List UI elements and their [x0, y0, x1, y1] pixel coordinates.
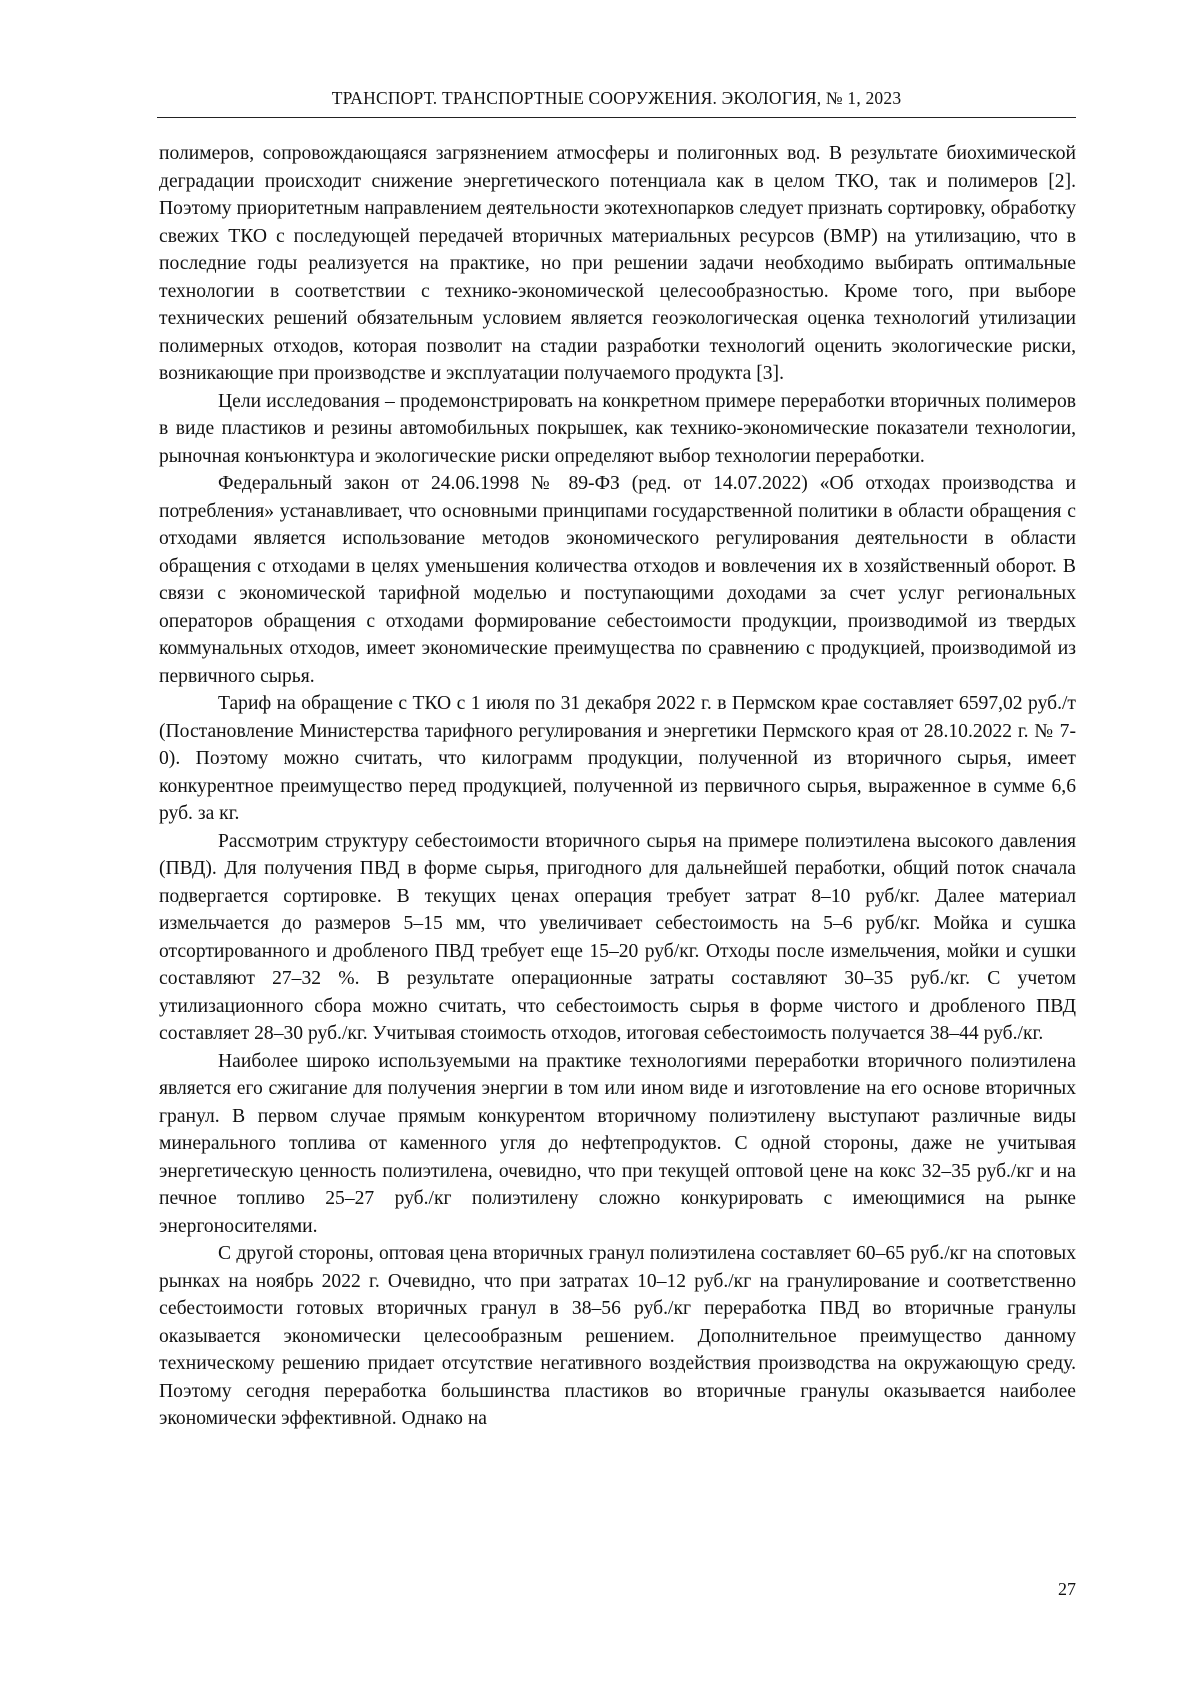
article-body: [159, 140, 1076, 1433]
paragraph-granules: С другой стороны, оптовая цена вторичных гранул полиэтилена составляет 60–65 руб./кг на спотовых рынках на ноябрь 2022 г. Очевидно, что при затратах 10–12 руб./кг на гранулиро­вание и соответственно себестоимости готовых вторичных гранул в 38–56 руб./кг переработка ПВД во вторичные гранулы оказывается экономически целесообразным решением. Дополни­тельное преимущество данному техническому решению придает отсутствие негативного воз­действия производства на окружающую среду. Поэтому сегодня переработка большинства пла­стиков во вторичные гранулы оказывается наиболее экономически эффективной. Однако на: [159, 1240, 1076, 1433]
page-number: 27: [1058, 1578, 1076, 1600]
paragraph-research-goals: Цели исследования – продемонстрировать на конкретном примере переработки вторич­ных полимеров в виде пластиков и резины автомобильных покрышек, как технико-экономические показатели технологии, рыночная конъюнктура и экологические риски опреде­ляют выбор технологии переработки.: [159, 388, 1076, 471]
journal-page: [0, 0, 1200, 1698]
paragraph-cost-structure: Рассмотрим структуру себестоимости вторичного сырья на примере полиэтилена высоко­го давления (ПВД). Для получения ПВД в форме сырья, пригодного для дальнейшей пера­ботки, общий поток сначала подвергается сортировке. В текущих ценах операция требует за­трат 8–10 руб/кг. Далее материал измельчается до размеров 5–15 мм, что увеличивает себе­стоимость на 5–6 руб/кг. Мойка и сушка отсортированного и дробленого ПВД требует еще 15–20 руб/кг. Отходы после измельчения, мойки и сушки составляют 27–32 %. В результате операционные затраты составляют 30–35 руб./кг. С учетом утилизационного сбора можно счи­тать, что себестоимость сырья в форме чистого и дробленого ПВД составляет 28–30 руб./кг. Учитывая стоимость отходов, итоговая себестоимость получается 38–44 руб./кг.: [159, 828, 1076, 1048]
paragraph-tariff: Тариф на обращение с ТКО с 1 июля по 31 декабря 2022 г. в Пермском крае составляет 6597,02 руб./т (Постановление Министерства тарифного регулирования и энергетики Пермско­го края от 28.10.2022 г. № 7-0). Поэтому можно считать, что килограмм продукции, полученной из вторичного сырья, имеет конкурентное преимущество перед продукцией, полученной из первичного сырья, выраженное в сумме 6,6 руб. за кг.: [159, 690, 1076, 828]
running-header: ТРАНСПОРТ. ТРАНСПОРТНЫЕ СООРУЖЕНИЯ. ЭКОЛОГИЯ, № 1, 2023: [157, 86, 1076, 110]
paragraph-federal-law: Федеральный закон от 24.06.1998 № 89-ФЗ (ред. от 14.07.2022) «Об отходах производства и потребления» устанавливает, что основными принципами государственной политики в обла­сти обращения с отходами является использование методов экономического регулирования дея­тельности в области обращения с отходами в целях уменьшения количества отходов и вовлече­ния их в хозяйственный оборот. В связи с экономической тарифной моделью и поступающими доходами за счет услуг региональных операторов обращения с отходами формирование себе­стоимости продукции, производимой из твердых коммунальных отходов, имеет экономические преимущества по сравнению с продукцией, производимой из первичного сырья.: [159, 470, 1076, 690]
header-rule: [157, 117, 1076, 118]
paragraph-continuation: полимеров, сопровождающаяся загрязнением атмосферы и полигонных вод. В результате био­химической деградации происходит снижение энергетического потенциала как в целом ТКО, так и полимеров [2]. Поэтому приоритетным направлением деятельности экотехнопарков сле­дует признать сортировку, обработку свежих ТКО с последующей передачей вторичных мате­риальных ресурсов (ВМР) на утилизацию, что в последние годы реализуется на практике, но при решении задачи необходимо выбирать оптимальные технологии в соответствии с технико-экономической целесообразностью. Кроме того, при выборе технических решений обязатель­ным условием является геоэкологическая оценка технологий утилизации полимерных отходов, которая позволит на стадии разработки технологий оценить экологические риски, возникаю­щие при производстве и эксплуатации получаемого продукта [3].: [159, 140, 1076, 388]
paragraph-technologies: Наиболее широко используемыми на практике технологиями переработки вторичного полиэтилена является его сжигание для получения энергии в том или ином виде и изготовление на его основе вторичных гранул. В первом случае прямым конкурентом вторичному полиэти­лену выступают различные виды минерального топлива от каменного угля до нефтепродуктов. С одной стороны, даже не учитывая энергетическую ценность полиэтилена, очевидно, что при текущей оптовой цене на кокс 32–35 руб./кг и на печное топливо 25–27 руб./кг полиэтилену сложно конкурировать с имеющимися на рынке энергоносителями.: [159, 1048, 1076, 1241]
